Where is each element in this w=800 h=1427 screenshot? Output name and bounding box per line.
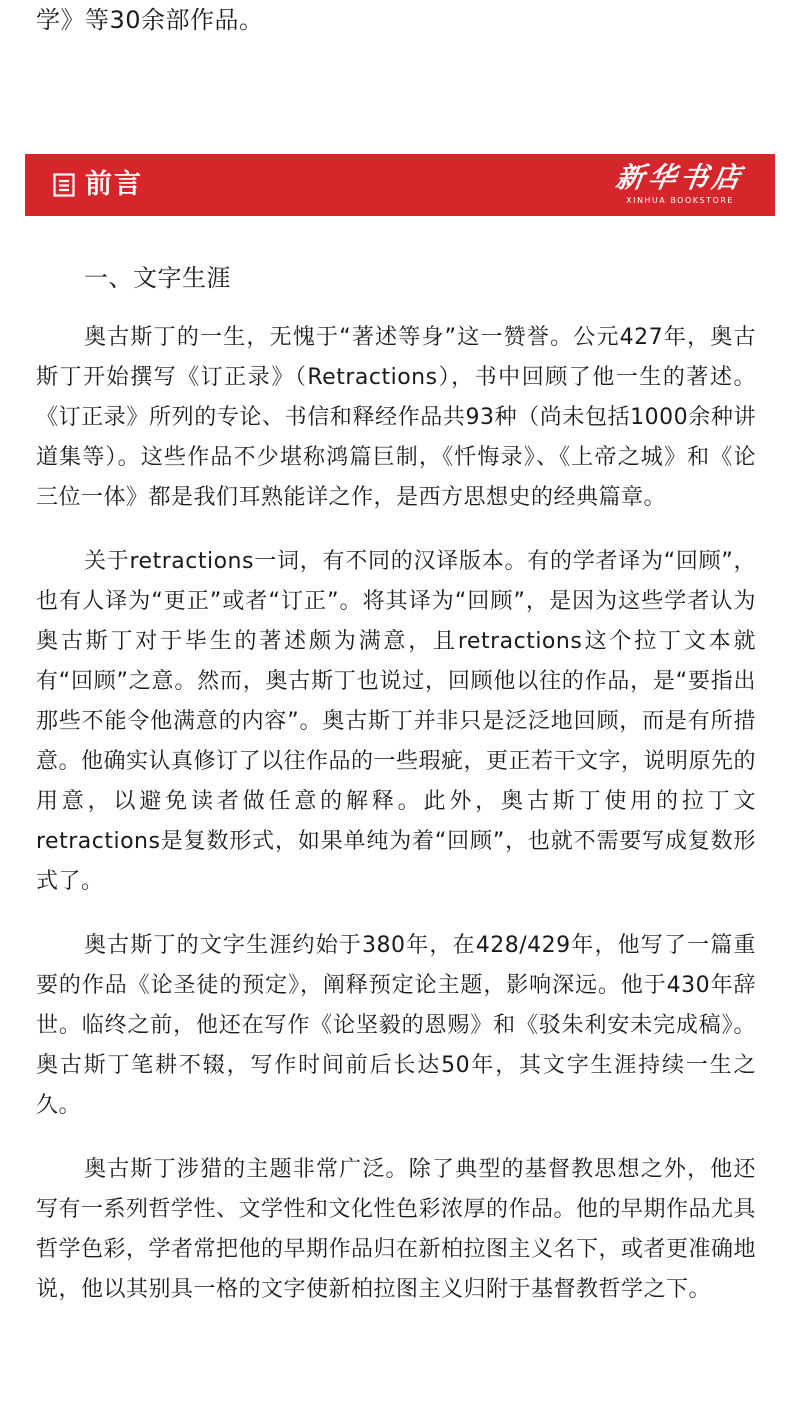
publisher-logo — [615, 160, 745, 206]
publisher-logo-chinese: 新华书店 — [613, 161, 747, 194]
publisher-logo-english: XINHUA BOOKSTORE — [626, 196, 734, 205]
paragraph: 奥古斯丁涉猎的主题非常广泛。除了典型的基督教思想之外，他还写有一系列哲学性、文学性和文化性色彩浓厚的作品。他的早期作品尤具哲学色彩，学者常把他的早期作品归在新柏拉图主义名下，或者更准确地说，他以其别具一格的文字使新柏拉图主义归附于基督教哲学之下。 — [36, 1157, 757, 1302]
paragraph: 奥古斯丁的文字生涯约始于380年，在428/429年，他写了一篇重要的作品《论圣徒的预定》，阐释预定论主题，影响深远。他于430年辞世。临终之前，他还在写作《论坚毅的恩赐》和《驳朱利安未完成稿》。奥古斯丁笔耕不辍，写作时间前后长达50年，其文字生涯持续一生之久。 — [36, 933, 756, 1118]
chapter-title: 前言 — [85, 169, 143, 200]
paragraph: 关于retractions一词，有不同的汉译版本。有的学者译为“回顾”，也有人译为“更正”或者“订正”。将其译为“回顾”，是因为这些学者认为奥古斯丁对于毕生的著述颇为满意，且retractions这个拉丁文本就有“回顾”之意。然而，奥古斯丁也说过，回顾他以往的作品，是“要指出那些不能令他满意的内容”。奥古斯丁并非只是泛泛地回顾，而是有所措意。他确实认真修订了以往作品的一些瑕疵，更正若干文字，说明原先的用意，以避免读者做任意的解释。此外，奥古斯丁使用的拉丁文retractions是复数形式，如果单纯为着“回顾”，也就不需要写成复数形式了。 — [36, 549, 757, 894]
article-body — [36, 258, 756, 1334]
previous-text-fragment: 学》等30余部作品。 — [36, 6, 264, 34]
paragraph: 奥古斯丁的一生，无愧于“著述等身”这一赞誉。公元427年，奥古斯丁开始撰写《订正录》（Retractions），书中回顾了他一生的著述。《订正录》所列的专论、书信和释经作品共93种（尚未包括1000余种讲道集等）。这些作品不少堪称鸿篇巨制，《忏悔录》、《上帝之城》和《论三位一体》都是我们耳熟能详之作，是西方思想史的经典篇章。 — [36, 325, 756, 510]
chapter-banner — [25, 154, 775, 216]
document-list-icon — [53, 173, 75, 197]
section-heading: 一、文字生涯 — [84, 264, 231, 292]
